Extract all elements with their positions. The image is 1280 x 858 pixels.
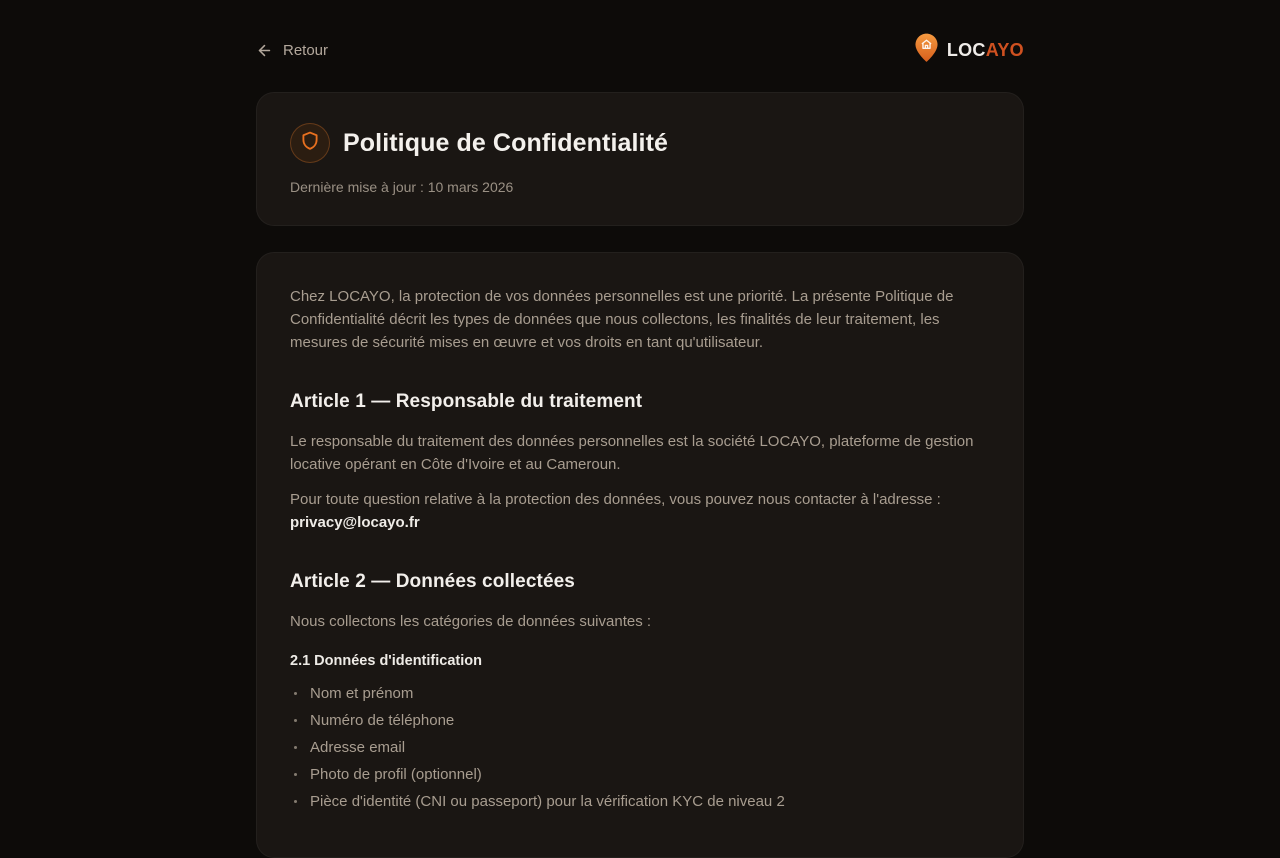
contact-paragraph <box>290 488 990 534</box>
bullet-list <box>290 682 990 813</box>
shield-badge <box>290 123 330 163</box>
brand-name <box>947 40 1024 61</box>
back-label: Retour <box>283 41 329 59</box>
back-button[interactable] <box>256 42 328 59</box>
list-item: Adresse email <box>290 736 990 759</box>
arrow-left-icon <box>256 42 273 59</box>
page-container <box>256 0 1024 858</box>
section-article-1 <box>290 391 990 534</box>
list-item: Pièce d'identité (CNI ou passeport) pour la vérification KYC de niveau 2 <box>290 790 990 813</box>
title-card <box>256 92 1024 226</box>
section-heading: Article 2 — Données collectées <box>290 571 575 592</box>
map-pin-logo-icon <box>915 33 938 68</box>
brand-logo[interactable] <box>915 33 1024 68</box>
contact-text: Pour toute question relative à la protection des données, vous pouvez nous contacter à l'adresse : <box>290 491 941 508</box>
last-updated: Dernière mise à jour : 10 mars 2026 <box>290 179 514 195</box>
section-heading: Article 1 — Responsable du traitement <box>290 391 643 412</box>
list-item: Photo de profil (optionnel) <box>290 763 990 786</box>
shield-icon <box>299 130 321 157</box>
page-title: Politique de Confidentialité <box>343 128 669 157</box>
intro-paragraph: Chez LOCAYO, la protection de vos données personnelles est une priorité. La présente Politique de Confidentialité décrit les types de données que nous collectons, les finalités de leur traitement, les mesures de sécurité mises en œuvre et vos droits en tant qu'utilisateur. <box>290 288 954 351</box>
list-item: Nom et prénom <box>290 682 990 705</box>
list-item: Numéro de téléphone <box>290 709 990 732</box>
brand-name-primary: LOC <box>946 39 986 60</box>
header <box>256 0 1024 92</box>
section-article-2 <box>290 571 990 813</box>
brand-name-secondary: AYO <box>985 39 1024 60</box>
contact-email[interactable]: privacy@locayo.fr <box>290 514 420 531</box>
section-paragraph: Nous collectons les catégories de données suivantes : <box>290 613 652 630</box>
title-row <box>290 123 990 163</box>
section-subheading: 2.1 Données d'identification <box>290 653 482 669</box>
section-paragraph: Le responsable du traitement des données personnelles est la société LOCAYO, plateforme de gestion locative opérant en Côte d'Ivoire et au Cameroun. <box>290 433 974 473</box>
content-card <box>256 252 1024 858</box>
